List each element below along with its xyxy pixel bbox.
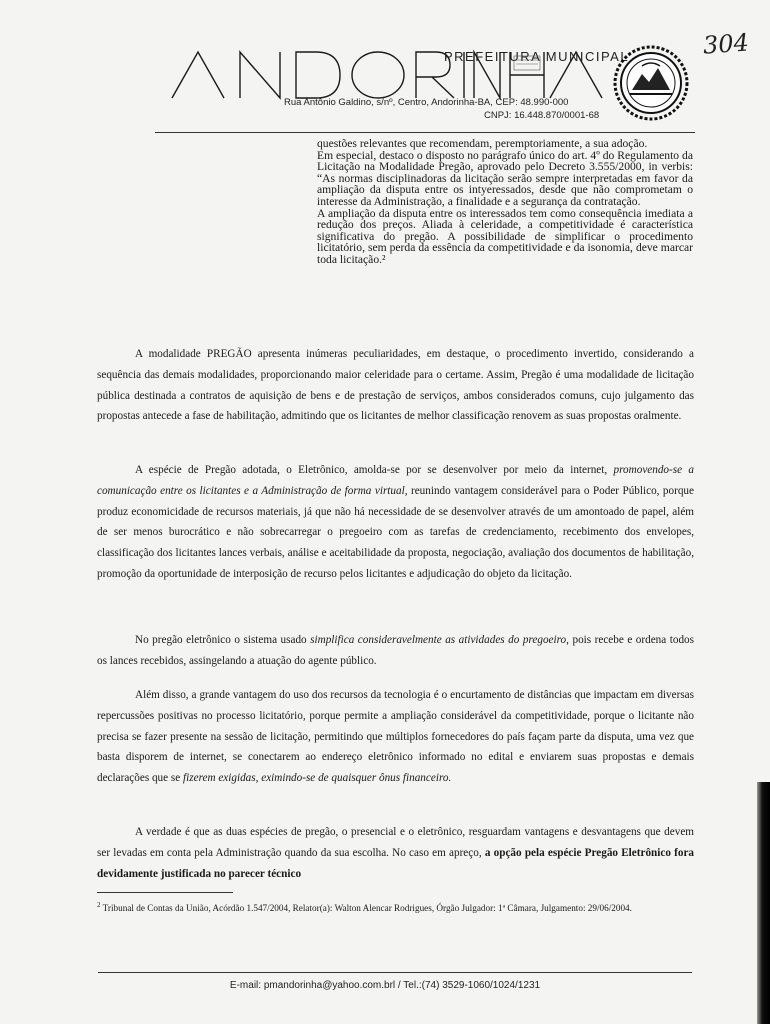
scan-shadow-edge bbox=[757, 782, 770, 1024]
paragraph-vantagem-tecnologia bbox=[97, 685, 694, 789]
prefeitura-title: PREFEITURA MUNICIPAL bbox=[444, 49, 630, 64]
paragraph-text: A modalidade PREGÃO apresenta inúmeras peculiaridades, em destaque, o procedimento invertido, considerando a sequência das demais modalidades, proporcionando maior celeridade para o certame. Assim, Pregão é uma modalidade de licitação pública destinada a contratos de aquisição de bens e de prestação de serviços, ambos considerados comuns, cujo julgamento das propostas antecede a fase de habilitação, admitindo que os licitantes de melhor classificação renovem as suas propostas oralmente. bbox=[97, 348, 694, 423]
italic-run: fizerem exigidas, eximindo-se de quaisquer ônus financeiro. bbox=[183, 772, 452, 785]
header-divider bbox=[155, 132, 695, 133]
letterhead-cnpj: CNPJ: 16.448.870/0001-68 bbox=[484, 110, 600, 121]
paragraph-modalidade-pregao bbox=[97, 344, 694, 427]
paragraph-text bbox=[97, 630, 694, 672]
footer-contact: E-mail: pmandorinha@yahoo.com.brl / Tel.:(74) 3529-1060/1024/1231 bbox=[229, 980, 541, 991]
text-run: pois recebe e ordena todos os lances recebidos, assingelando a atuação do agente público. bbox=[97, 634, 694, 667]
text-run: A espécie de Pregão adotada, o Eletrônico, amolda-se por se desenvolver por meio da internet, bbox=[135, 464, 608, 476]
bold-run: a opção pela espécie Pregão Eletrônico fora devidamente justificada no parecer técnico bbox=[97, 846, 695, 880]
paragraph-verdade bbox=[97, 822, 694, 884]
footnote-divider bbox=[97, 892, 233, 893]
text-run: reunindo vantagem considerável para o Poder Público, porque produz economicidade de recursos materiais, já que não há necessidade de se desenvolver através de um amontoado de papel, além de ser menos burocrático e não sobrecarregar o pregoeiro com as tarefas de credenciamento, recebimento dos envelopes, classificação dos licitantes lances verbais, análise e aceitabilidade da proposta, negociação, avaliação dos documentos de habilitação, promoção da oportunidade de interposição de recurso pelos licitantes e adjudicação do objeto da licitação. bbox=[97, 484, 694, 580]
footnote-marker: 2 bbox=[97, 901, 101, 909]
quote-paragraph: Em especial, destaco o disposto no parágrafo único do art. 4º do Regulamento da Licitação na Modalidade Pregão, aprovado pelo Decreto 3.555/2000, in verbis: “As normas disciplinadoras da licitação serão sempre interpretadas em favor da ampliação da disputa entre os intyeressados, desde que não comprometam o interesse da Administração, a finalidade e a segurança da contratação. bbox=[317, 148, 693, 208]
letterhead-address: Rua Antônio Galdino, s/nº, Centro, Andorinha-BA, CEP: 48.990-000 bbox=[284, 97, 569, 108]
paragraph-pregao-eletronico bbox=[97, 460, 694, 585]
paragraph-sistema bbox=[97, 630, 694, 672]
text-run: No pregão eletrônico o sistema usado bbox=[135, 634, 307, 646]
footnote-text: Tribunal de Contas da União, Acórdão 1.547/2004, Relator(a): Walton Alencar Rodrigues, Órgão Julgador: 1ª Câmara, Julgamento: 29/06/2004. bbox=[102, 903, 632, 914]
italic-run: simplifica consideravelmente as atividades do pregoeiro, bbox=[310, 634, 569, 646]
letterhead bbox=[0, 0, 770, 140]
italic-run: promovendo-se a comunicação entre os licitantes e a Administração de forma virtual, bbox=[97, 464, 694, 497]
municipal-seal-icon bbox=[612, 44, 690, 122]
quote-paragraph: questões relevantes que recomendam, peremptoriamente, a sua adoção. bbox=[317, 137, 648, 150]
paragraph-text bbox=[97, 460, 694, 585]
paragraph-text bbox=[97, 822, 694, 884]
footer-divider bbox=[98, 972, 692, 973]
text-run: Além disso, a grande vantagem do uso dos recursos da tecnologia é o encurtamento de distâncias que impactam em diversas repercussões positivas no processo licitatório, porque permite a ampliação considerável da competitividade, porque o licitante não precisa se fazer presente na sessão de licitação, permitindo que múltiplos fornecedores do país façam parte da disputa, uma vez que basta disporem de internet, se conectarem ao endereço eletrônico informado no edital e enviarem suas propostas e demais declarações que se bbox=[97, 689, 694, 785]
quoted-citation bbox=[317, 138, 693, 266]
andorinha-wordmark bbox=[170, 48, 610, 104]
quote-paragraph: A ampliação da disputa entre os interessados tem como consequência imediata a redução dos preços. Aliada à celeridade, a competitividade é característica significativa do pregão. A possibilidade de simplificar o procedimento licitatório, sem perda da essência da competitividade e da isonomia, deve marcar toda licitação.² bbox=[317, 206, 693, 266]
handwritten-page-number: 304 bbox=[702, 28, 750, 60]
paragraph-text bbox=[97, 685, 694, 789]
footnote bbox=[97, 899, 694, 915]
text-run: A verdade é que as duas espécies de pregão, o presencial e o eletrônico, resguardam vantagens e desvantagens que devem ser levadas em conta pela Administração quando da sua escolha. No caso em apreço, bbox=[97, 826, 694, 859]
